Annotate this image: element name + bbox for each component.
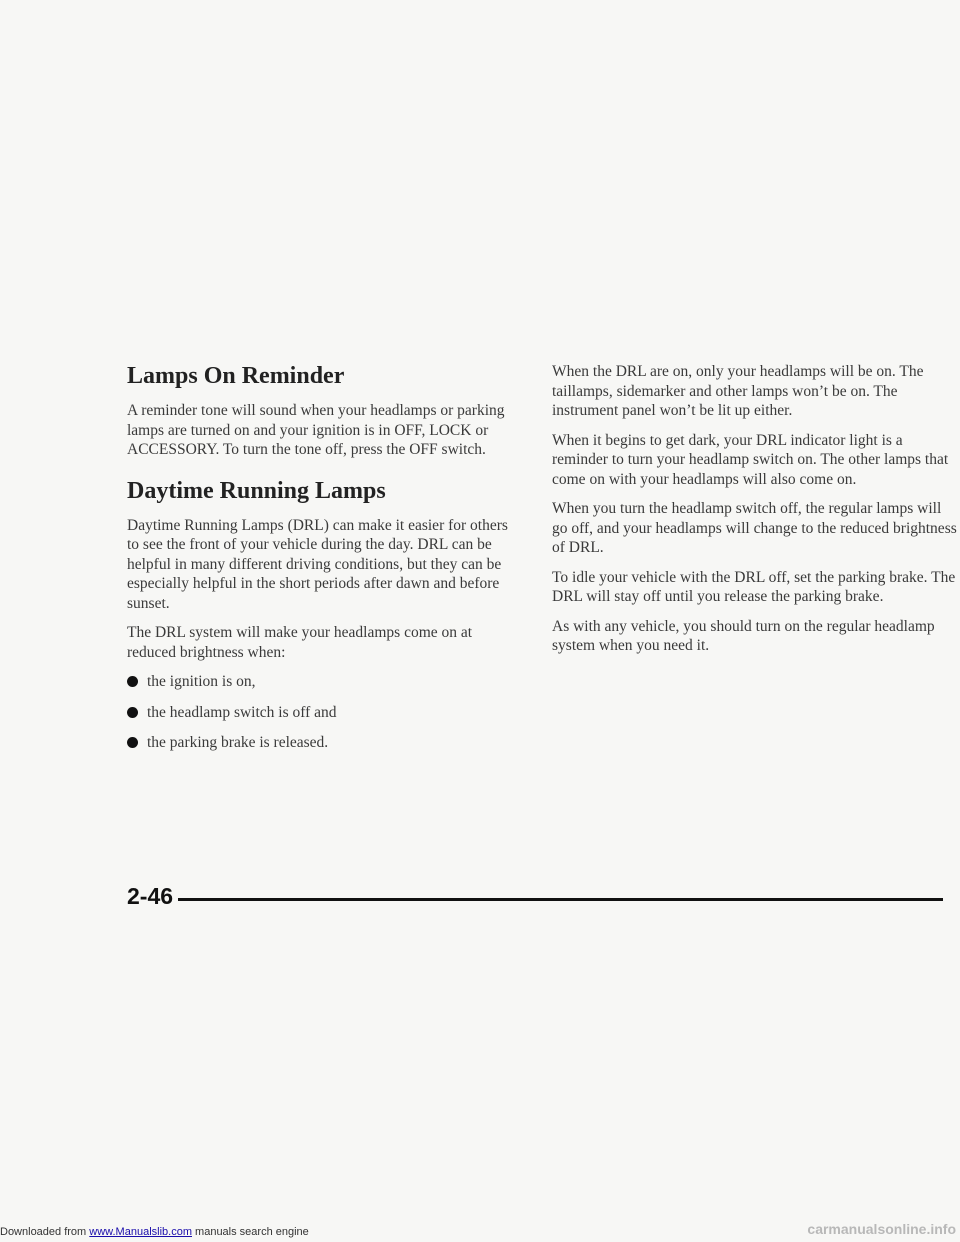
list-item <box>127 733 522 753</box>
right-column <box>552 362 957 666</box>
list-item-text: the ignition is on, <box>147 673 256 690</box>
download-suffix: manuals search engine <box>191 1226 309 1238</box>
paragraph-drl-intro: Daytime Running Lamps (DRL) can make it easier for others to see the front of your vehicle during the day. DRL can be helpful in many different driving conditions, but they can be especially helpful in the short periods after dawn and before sunset. <box>127 516 508 612</box>
left-column <box>127 362 522 764</box>
heading-lamps-on-reminder: Lamps On Reminder <box>127 363 345 389</box>
paragraph-drl-indicator: When it begins to get dark, your DRL indicator light is a reminder to turn your headlamp switch on. The other lamps that come on with your headlamps will also come on. <box>552 431 949 488</box>
list-item <box>127 672 522 692</box>
paragraph-headlamp-switch-off: When you turn the headlamp switch off, the regular lamps will go off, and your headlamps will change to the reduced brightness of DRL. <box>552 500 957 556</box>
paragraph-idle-vehicle: To idle your vehicle with the DRL off, set the parking brake. The DRL will stay off until you release the parking brake. <box>552 568 956 605</box>
heading-daytime-running-lamps: Daytime Running Lamps <box>127 477 386 504</box>
manualslib-link[interactable]: www.Manualslib.com <box>89 1226 192 1238</box>
list-item-text: the headlamp switch is off and <box>147 703 337 721</box>
bullet-icon <box>127 676 138 687</box>
page-number: 2-46 <box>127 883 174 909</box>
download-prefix: Downloaded from <box>0 1226 90 1238</box>
paragraph-regular-headlamps: As with any vehicle, you should turn on the regular headlamp system when you need it. <box>552 617 935 654</box>
paragraph-drl-system: The DRL system will make your headlamps come on at reduced brightness when: <box>127 624 473 661</box>
watermark: carmanualsonline.info <box>807 1221 956 1237</box>
footer-divider <box>178 898 943 901</box>
paragraph-drl-on: When the DRL are on, only your headlamps will be on. The taillamps, sidemarker and other lamps won’t be on. The instrument panel won’t be lit up either. <box>552 363 924 419</box>
paragraph-lamps-on-reminder: A reminder tone will sound when your headlamps or parking lamps are turned on and your ignition is in OFF, LOCK or ACCESSORY. To turn the tone off, press the OFF switch. <box>127 402 505 458</box>
bullet-icon <box>127 737 138 748</box>
list-item <box>127 703 522 723</box>
bullet-icon <box>127 707 138 718</box>
download-notice <box>0 1226 309 1238</box>
drl-conditions-list <box>127 672 522 753</box>
list-item-text: the parking brake is released. <box>147 734 329 751</box>
